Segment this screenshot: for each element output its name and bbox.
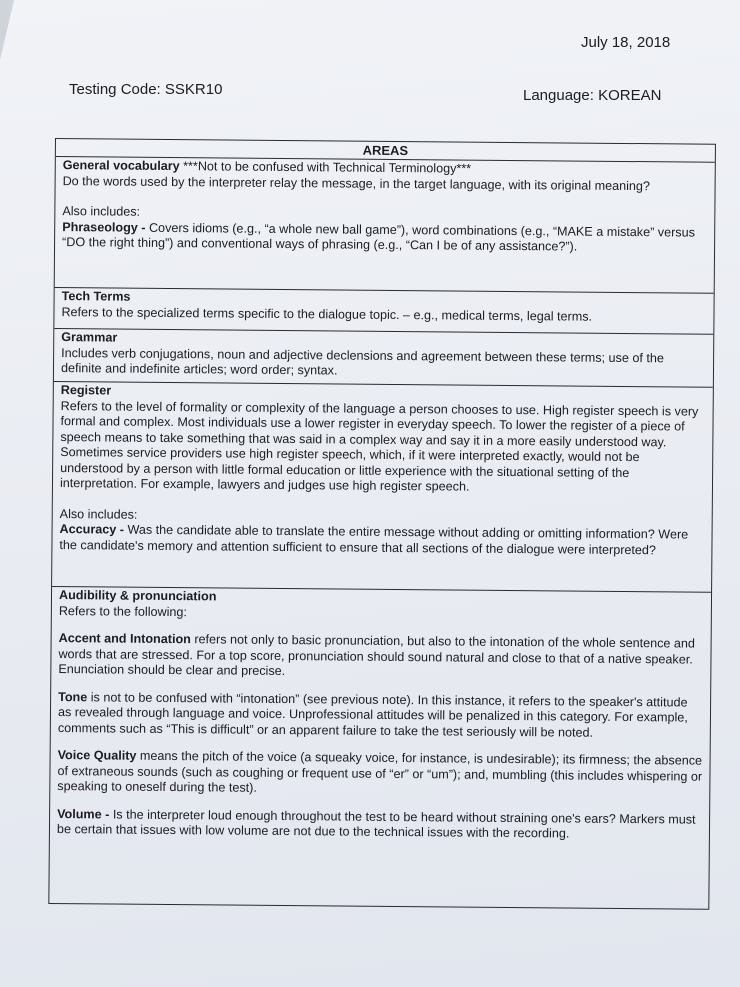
section-register [52,382,713,593]
document-date: July 18, 2018 [581,34,671,51]
accent-heading: Accent and Intonation [58,631,191,647]
general-note: ***Not to be confused with Technical Terminology*** [179,159,472,176]
voice-heading: Voice Quality [57,748,137,763]
section-grammar [54,329,713,388]
volume-body: Is the interpreter loud enough throughout the test to be heard without straining one's ears? Markers must be certain that issues with low volume are not due to the technical issues with the recording. [56,807,696,841]
accuracy-heading: Accuracy - [59,522,128,537]
general-also: Also includes: [62,204,141,219]
testing-code: Testing Code: SSKR10 [69,81,223,98]
tech-body: Refers to the specialized terms specific to the dialogue topic. – e.g., medical terms, legal terms. [61,304,593,324]
audibility-heading: Audibility & pronunciation [58,588,217,604]
accent-body: refers not only to basic pronunciation, but also to the intonation of the whole sentence and words that are stressed. For a top score, pronunciation should sound natural and close to that of a native speaker. Enunciation should be clear and precise. [58,632,696,679]
register-heading: Register [60,383,112,398]
language-label: Language: KOREAN [523,87,662,104]
volume-heading: Volume - [57,806,113,822]
volume-paragraph [57,807,702,844]
audibility-intro: Refers to the following: [58,603,188,619]
tone-paragraph [58,690,703,742]
section-tech-terms [54,288,713,335]
register-also: Also includes: [59,506,138,522]
tone-body: is not to be confused with “intonation” (see previous note). In this instance, it refers to the speaker's attitude as revealed through language and voice. Unprofessional attitudes will be penalized in this category. For example, comments such as “This is difficult” or an apparent failure to take the test seriously will be noted. [57,689,688,740]
phraseology-line [62,220,707,257]
grammar-body: Includes verb conjugations, noun and adjective declensions and agreement between these terms; use of the definite and indefinite articles; word order; syntax. [60,345,664,378]
voice-paragraph [57,748,702,800]
accent-paragraph [58,631,703,683]
tech-heading: Tech Terms [61,289,131,304]
section-audibility [50,587,711,844]
accuracy-body: Was the candidate able to translate the entire message without adding or omitting information? Were the candidate's memory and attention sufficient to ensure that all sections of the dialogue were interpreted? [59,522,689,557]
general-body: Do the words used by the interpreter relay the message, in the target language, with its original meaning? [62,173,651,193]
areas-table [48,138,716,910]
accuracy-line [59,522,704,559]
register-body: Refers to the level of formality or complexity of the language a person chooses to use. High register speech is very formal and complex. Most individuals use a lower register in everyday speech. To lower the register of a piece of speech means to take something that was said in a complex way and say it in a more easily understood way. Sometimes service providers use high register speech, which, if it were interpreted exactly, would not be understood by a person with little formal education or little experience with the situational setting of the interpretation. For example, lawyers and judges use high register speech. [59,398,699,494]
paper-fold-corner [0,0,14,60]
grammar-heading: Grammar [61,330,118,345]
section-general-vocabulary [55,157,715,294]
phraseology-heading: Phraseology - [62,219,150,235]
voice-body: means the pitch of the voice (a squeaky voice, for instance, is undesirable); its firmness; the absence of extraneous sounds (such as coughing or frequent use of “er” or “um”); and, mumbling (this includes whispering or speaking to oneself during the test). [57,748,703,795]
tone-heading: Tone [58,689,88,704]
phraseology-body: Covers idioms (e.g., “a whole new ball game”), word combinations (e.g., “MAKE a mistake” versus “DO the right thing”) and conventional ways of phrasing (e.g., “Can I be of any assistance?”). [62,220,695,254]
areas-title: AREAS [56,139,715,163]
general-heading: General vocabulary [62,158,180,174]
